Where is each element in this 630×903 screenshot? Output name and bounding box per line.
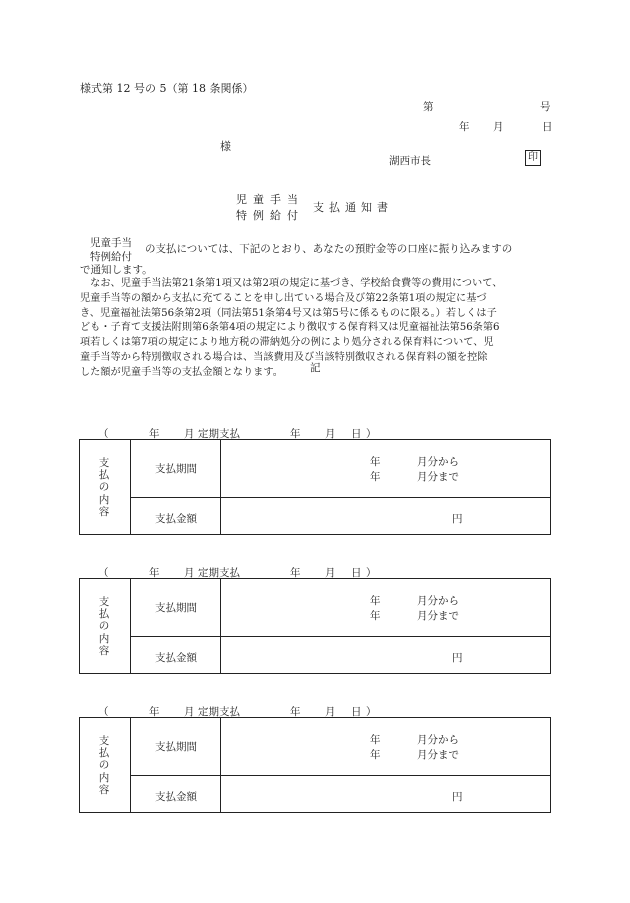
period-to-month: 月分まで — [417, 610, 459, 622]
body-line: ども・子育て支援法附則第6条第4項の規定により徴収する保育料又は児童福祉法第56条第6 — [80, 322, 500, 334]
period-to-month: 月分まで — [417, 749, 459, 761]
title-stack-line1: 児童手当 — [236, 193, 304, 206]
payment-header-open: （ — [98, 567, 109, 579]
date-month: 月 — [493, 121, 504, 133]
body-line: 童手当等から特別徴収される場合は、当該費用及び当該特別徴収される保育料の額を控除 — [80, 351, 488, 363]
payment-header-year: 年 — [149, 567, 160, 579]
period-label: 支払期間 — [155, 602, 197, 614]
issuer: 湖西市長 — [389, 155, 431, 167]
table-divider — [130, 718, 131, 812]
amount-yen: 円 — [452, 791, 463, 803]
amount-yen: 円 — [452, 652, 463, 664]
intro-text: の支払については、下記のとおり、あなたの預貯金等の口座に振り込みますの — [145, 243, 513, 255]
payment-header-close: ） — [366, 428, 377, 440]
payment-header-month: 月 — [184, 706, 195, 718]
table-divider — [130, 579, 131, 673]
table-divider — [130, 497, 550, 498]
table-divider — [220, 440, 221, 534]
period-to-year: 年 — [370, 471, 381, 483]
title-stack-line2: 特例給付 — [236, 209, 304, 222]
period-label: 支払期間 — [155, 741, 197, 753]
period-to-year: 年 — [370, 749, 381, 761]
period-to-year: 年 — [370, 610, 381, 622]
amount-label: 支払金額 — [155, 791, 197, 803]
payment-header-month: 月 — [184, 567, 195, 579]
payment-header-month: 月 — [184, 428, 195, 440]
payment-header-year2: 年 — [290, 706, 301, 718]
payment-header-close: ） — [366, 706, 377, 718]
period-from-year: 年 — [370, 734, 381, 746]
payment-header-label: 定期支払 — [198, 567, 240, 579]
document-number-suffix: 号 — [540, 101, 551, 113]
period-from-month: 月分から — [417, 734, 459, 746]
body-line: なお、児童手当法第21条第1項又は第2項の規定に基づき、学校給食費等の費用について、 — [80, 278, 503, 289]
date-year: 年 — [459, 121, 470, 133]
payment-table — [79, 578, 551, 674]
period-from-month: 月分から — [417, 456, 459, 468]
amount-yen: 円 — [452, 513, 463, 525]
payment-header-year2: 年 — [290, 567, 301, 579]
body-line: した額が児童手当等の支払金額となります。 — [80, 366, 283, 378]
form-id: 様式第 12 号の 5（第 18 条関係） — [80, 82, 254, 95]
table-divider — [220, 718, 221, 812]
payment-header-year: 年 — [149, 428, 160, 440]
payment-table — [79, 439, 551, 535]
document-title: 支払通知書 — [313, 201, 393, 214]
period-from-year: 年 — [370, 595, 381, 607]
ki-heading: 記 — [310, 362, 321, 374]
period-from-month: 月分から — [417, 595, 459, 607]
table-divider — [130, 775, 550, 776]
payment-header-month2: 月 — [325, 428, 336, 440]
section-label: 支払の内容 — [98, 457, 110, 518]
payment-header-year: 年 — [149, 706, 160, 718]
section-label: 支払の内容 — [98, 735, 110, 796]
body-line: 項若しくは第7項の規定により地方税の滞納処分の例により処分される保育料について、児 — [80, 337, 494, 349]
payment-header-close: ） — [366, 567, 377, 579]
payment-header-open: （ — [98, 428, 109, 440]
date-day: 日 — [542, 121, 553, 133]
payment-header-day2: 日 — [351, 567, 362, 579]
payment-header-month2: 月 — [325, 567, 336, 579]
section-label: 支払の内容 — [98, 596, 110, 657]
intro-stack-line1: 児童手当 — [90, 237, 132, 249]
recipient-honorific: 様 — [220, 140, 231, 153]
table-divider — [130, 440, 131, 534]
period-label: 支払期間 — [155, 463, 197, 475]
payment-table — [79, 717, 551, 813]
payment-header-day2: 日 — [351, 428, 362, 440]
amount-label: 支払金額 — [155, 513, 197, 525]
payment-header-open: （ — [98, 706, 109, 718]
period-to-month: 月分まで — [417, 471, 459, 483]
payment-header-month2: 月 — [325, 706, 336, 718]
intro-stack-line2: 特例給付 — [90, 251, 132, 263]
payment-header-year2: 年 — [290, 428, 301, 440]
table-divider — [220, 579, 221, 673]
seal-box: 印 — [525, 150, 541, 166]
payment-header-label: 定期支払 — [198, 706, 240, 718]
intro-text-cont: で通知します。 — [80, 264, 153, 276]
payment-header-day2: 日 — [351, 706, 362, 718]
body-line: き、児童福祉法第56条第2項（同法第51条第4号又は第5号に係るものに限る。）若しくは子 — [80, 307, 497, 319]
payment-header-label: 定期支払 — [198, 428, 240, 440]
table-divider — [130, 636, 550, 637]
document-number-prefix: 第 — [423, 101, 434, 113]
body-line: 児童手当等の額から支払に充てることを申し出ている場合及び第22条第1項の規定に基づ — [80, 292, 487, 304]
amount-label: 支払金額 — [155, 652, 197, 664]
period-from-year: 年 — [370, 456, 381, 468]
